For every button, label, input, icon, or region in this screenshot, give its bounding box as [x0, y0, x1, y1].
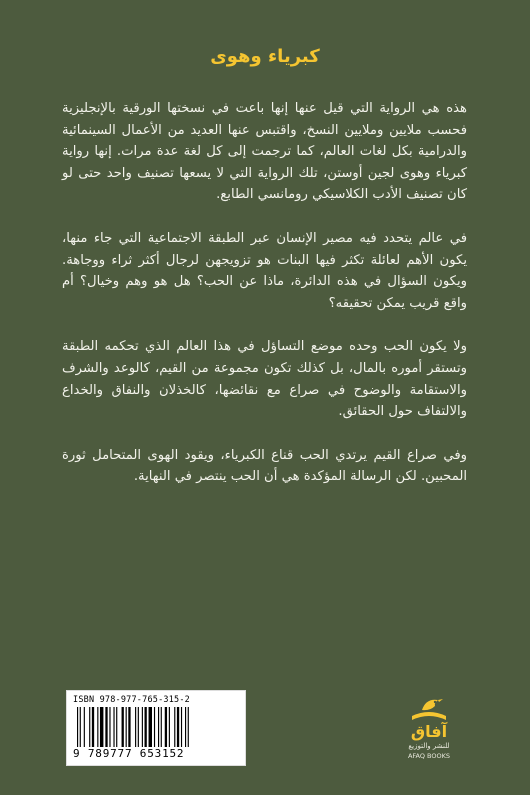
barcode-bar	[128, 707, 130, 747]
barcode-bar	[138, 707, 139, 747]
barcode-bar	[188, 707, 189, 747]
barcode-bar	[161, 707, 162, 747]
blurb-paragraph: وفي صراع القيم يرتدي الحب قناع الكبرياء، ويقود الهوى المتحامل ثورة المحبين. لكن الرسالة المؤكدة هي أن الحب ينتصر في النهاية.	[62, 447, 467, 485]
bird-on-book-icon	[408, 694, 450, 724]
publisher-name-en: AFAQ BOOKS	[407, 752, 451, 760]
blurb-paragraph: هذه هي الرواية التي قيل عنها إنها باعت في نسختها الورقية بالإنجليزية فحسب ملايين وملايين النسخ، واقتبس عنها العديد من الأعمال السينمائية والدرامية بكل لغات العالم، كما ترجمت إلى كل لغة عدة مرات. إنها رواية كبرياء وهوى لجين أوستن، تلك الرواية التي لا يسعها تصنيف واحد حتى لو كان تصنيف الأدب الكلاسيكي رومانسي الطابع.	[62, 101, 467, 203]
barcode-bar	[84, 707, 85, 747]
barcode-bars	[77, 707, 235, 747]
barcode-bar	[181, 707, 182, 747]
barcode-bar	[116, 707, 117, 747]
barcode-bar	[169, 707, 170, 747]
barcode-bar	[80, 707, 81, 747]
barcode-bar	[122, 707, 124, 747]
barcode-bar	[77, 707, 78, 747]
barcode-bar	[135, 707, 136, 747]
barcode-bar	[109, 707, 110, 747]
publisher-name-ar: آفاق	[410, 722, 448, 741]
blurb-paragraph: في عالم يتحدد فيه مصير الإنسان عبر الطبقة الاجتماعية التي جاء منها، يكون الأهم لعائلة تكثر فيها البنات هو تزويجهن لرجال أكثر ثراء ووجاهة. ويكون السؤال في هذه الدائرة، ماذا عن الحب؟ هل هو وهم وخيال؟ أم واقع قريب يمكن تحقيقه؟	[62, 230, 467, 311]
barcode-bar	[97, 707, 98, 747]
blurb	[62, 98, 467, 510]
isbn-barcode	[66, 690, 246, 766]
publisher-tagline: للنشر والتوزيع	[408, 742, 450, 750]
barcode-digits: 9 789777 653152	[73, 747, 185, 760]
barcode-bar	[105, 707, 107, 747]
barcode-bar	[89, 707, 90, 747]
barcode-bar	[126, 707, 127, 747]
barcode-bar	[145, 707, 147, 747]
barcode-bar	[92, 707, 94, 747]
barcode-bar	[154, 707, 155, 747]
barcode-bar	[142, 707, 143, 747]
barcode-bar	[158, 707, 159, 747]
barcode-bar	[165, 707, 167, 747]
barcode-bar	[100, 707, 103, 747]
blurb-paragraph: ولا يكون الحب وحده موضع التساؤل في هذا العالم الذي تحكمه الطبقة وتستقر أموره بالمال، بل كذلك تكون مجموعة من القيم، كالوعد والشرف والاستقامة والوضوح في صراع مع نقائضها، كالخذلان والنفاق والخداع والالتفاف حول الحقائق.	[62, 339, 467, 420]
barcode-bar	[185, 707, 186, 747]
barcode-bar	[113, 707, 114, 747]
publisher-logo	[404, 694, 454, 764]
barcode-bar	[149, 707, 152, 747]
barcode-bar	[174, 707, 175, 747]
isbn-label: ISBN 978-977-765-315-2	[73, 695, 190, 705]
book-title: كبرياء وهوى	[210, 46, 320, 67]
barcode-bar	[177, 707, 179, 747]
